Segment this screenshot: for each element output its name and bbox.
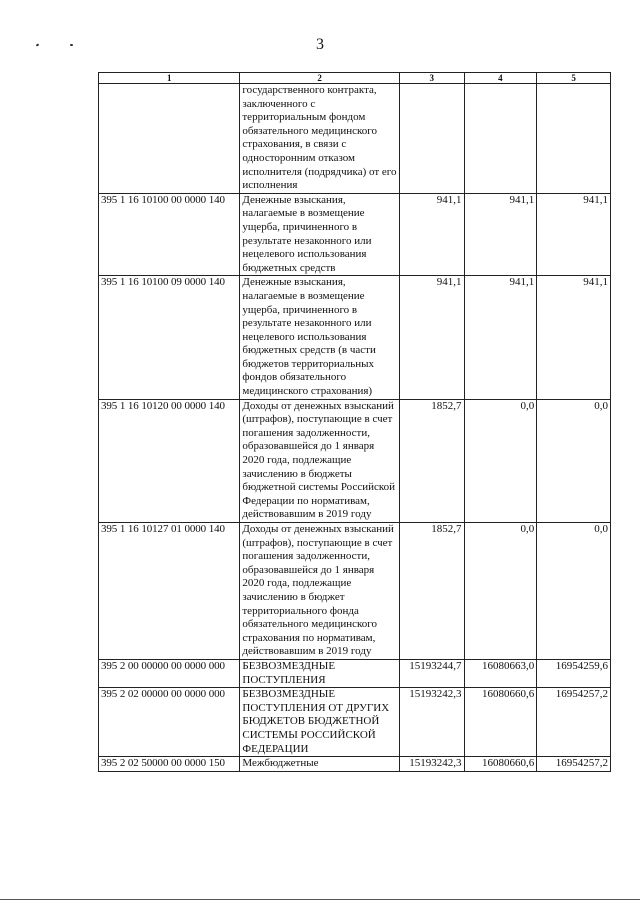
value-cell-5: 941,1 bbox=[537, 193, 611, 276]
value-cell-5: 16954257,2 bbox=[537, 688, 611, 757]
column-header-5: 5 bbox=[537, 73, 611, 84]
table-row bbox=[99, 399, 611, 522]
value-cell-4: 0,0 bbox=[464, 523, 537, 660]
value-cell-5: 16954257,2 bbox=[537, 757, 611, 772]
table-row bbox=[99, 688, 611, 757]
value-cell-4: 16080660,6 bbox=[464, 688, 537, 757]
name-cell: Денежные взыскания, налагаемые в возмещение ущерба, причиненного в результате незаконного или нецелевого использования бюджетных средств (в части бюджетов территориальных фондов обязательного медицинского страхования) bbox=[240, 276, 400, 399]
code-cell: 395 2 02 50000 00 0000 150 bbox=[99, 757, 240, 772]
code-cell bbox=[99, 84, 240, 194]
name-cell: государственного контракта, заключенного с территориальным фондом обязательного медицинского страхования, в связи с односторонним отказом исполнителя (подрядчика) от его исполнения bbox=[240, 84, 400, 194]
code-cell: 395 1 16 10100 00 0000 140 bbox=[99, 193, 240, 276]
code-cell: 395 1 16 10100 09 0000 140 bbox=[99, 276, 240, 399]
table-row bbox=[99, 276, 611, 399]
column-header-4: 4 bbox=[464, 73, 537, 84]
name-cell: Межбюджетные bbox=[240, 757, 400, 772]
name-cell: Доходы от денежных взысканий (штрафов), поступающие в счет погашения задолженности, образовавшейся до 1 января 2020 года, подлежащие зачислению в бюджеты бюджетной системы Российской Федерации по нормативам, действовавшим в 2019 году bbox=[240, 399, 400, 522]
value-cell-5: 941,1 bbox=[537, 276, 611, 399]
name-cell: БЕЗВОЗМЕЗДНЫЕ ПОСТУПЛЕНИЯ ОТ ДРУГИХ БЮДЖЕТОВ БЮДЖЕТНОЙ СИСТЕМЫ РОССИЙСКОЙ ФЕДЕРАЦИИ bbox=[240, 688, 400, 757]
code-cell: 395 2 00 00000 00 0000 000 bbox=[99, 659, 240, 687]
value-cell-3: 15193244,7 bbox=[399, 659, 464, 687]
value-cell-5: 16954259,6 bbox=[537, 659, 611, 687]
name-cell: Доходы от денежных взысканий (штрафов), поступающие в счет погашения задолженности, образовавшейся до 1 января 2020 года, подлежащие зачислению в бюджет территориального фонда обязательного медицинского страхования по нормативам, действовавшим в 2019 году bbox=[240, 523, 400, 660]
value-cell-3: 941,1 bbox=[399, 276, 464, 399]
table-header-row bbox=[99, 73, 611, 84]
value-cell-3: 941,1 bbox=[399, 193, 464, 276]
value-cell-4: 16080663,0 bbox=[464, 659, 537, 687]
code-cell: 395 1 16 10127 01 0000 140 bbox=[99, 523, 240, 660]
value-cell-4: 941,1 bbox=[464, 276, 537, 399]
value-cell-4 bbox=[464, 84, 537, 194]
value-cell-3: 1852,7 bbox=[399, 523, 464, 660]
value-cell-3 bbox=[399, 84, 464, 194]
table-row bbox=[99, 523, 611, 660]
code-cell: 395 1 16 10120 00 0000 140 bbox=[99, 399, 240, 522]
table-row bbox=[99, 193, 611, 276]
code-cell: 395 2 02 00000 00 0000 000 bbox=[99, 688, 240, 757]
value-cell-5: 0,0 bbox=[537, 399, 611, 522]
table-row bbox=[99, 757, 611, 772]
value-cell-4: 16080660,6 bbox=[464, 757, 537, 772]
value-cell-3: 15193242,3 bbox=[399, 757, 464, 772]
budget-table bbox=[98, 72, 611, 772]
table-row bbox=[99, 659, 611, 687]
column-header-2: 2 bbox=[240, 73, 400, 84]
name-cell: Денежные взыскания, налагаемые в возмещение ущерба, причиненного в результате незаконного или нецелевого использования бюджетных средств bbox=[240, 193, 400, 276]
column-header-1: 1 bbox=[99, 73, 240, 84]
value-cell-3: 15193242,3 bbox=[399, 688, 464, 757]
page-bottom-edge bbox=[0, 899, 640, 900]
value-cell-5: 0,0 bbox=[537, 523, 611, 660]
value-cell-4: 0,0 bbox=[464, 399, 537, 522]
value-cell-4: 941,1 bbox=[464, 193, 537, 276]
column-header-3: 3 bbox=[399, 73, 464, 84]
value-cell-5 bbox=[537, 84, 611, 194]
page-number: 3 bbox=[316, 36, 324, 53]
name-cell: БЕЗВОЗМЕЗДНЫЕ ПОСТУПЛЕНИЯ bbox=[240, 659, 400, 687]
table-row-continuation bbox=[99, 84, 611, 194]
value-cell-3: 1852,7 bbox=[399, 399, 464, 522]
